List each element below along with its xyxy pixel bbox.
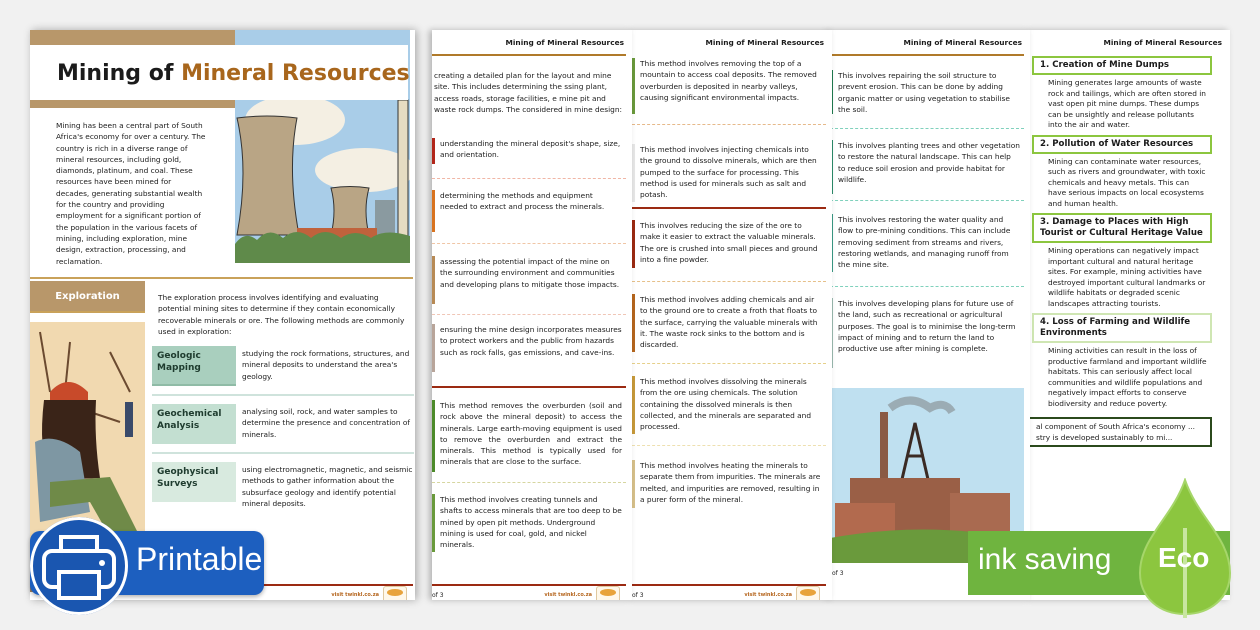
method-desc: analysing soil, rock, and water samples to determine the presence and concentration of minerals. [242, 407, 410, 439]
ink-saving-label: ink saving [978, 543, 1112, 576]
printable-label: Printable [136, 541, 263, 577]
page-4 [830, 30, 1030, 600]
impact-text: Mining generates large amounts of waste rock and tailings, which are often stored in vast open pit mine dumps. These dumps can be unsightly and release pollutants into the air and water. [1048, 78, 1206, 129]
footer-url: visit twinkl.co.za [331, 592, 379, 598]
impact-title: 1. Creation of Mine Dumps [1032, 56, 1212, 75]
page-1 [30, 30, 415, 600]
design-item: assessing the potential impact of the mine on the surrounding environment and communities and developing plans to mitigate those impacts. [440, 257, 620, 289]
extraction-text: This method involves injecting chemicals into the ground to dissolve minerals, which are then pumped to the surface for processing. This method is used for minerals such as salt and potash. [640, 145, 817, 200]
processing-text: This method involves heating the minerals to separate them from impurities. The minerals are melted, and impurities are removed, resulting in a purer form of the mineral. [640, 461, 821, 504]
page-header: Mining of Mineral Resources [903, 38, 1022, 47]
page-number: of 3 [632, 592, 644, 599]
design-item: determining the methods and equipment needed to extract and process the minerals. [440, 191, 605, 212]
design-item: ensuring the mine design incorporates measures to protect workers and the public from hazards such as rock falls, gas emissions, and cave-ins. [440, 325, 622, 357]
processing-text: This method involves dissolving the minerals from the ore using chemicals. The solution containing the dissolved minerals is then collected, and the minerals are separated and processed. [640, 377, 812, 432]
reclamation-text: This involves restoring the water quality and flow to pre-mining conditions. This can include removing sediment from streams and rivers, restoring wetlands, and managing runoff from the mine site. [838, 215, 1011, 270]
intro-text: Mining has been a central part of South Africa's economy for over a century. The country is rich in a diverse range of mineral resources, including gold, diamonds, platinum, and coal. These resources have been mined for decades, generating substantial wealth for the country and providing employment for a significant portion of the population in the various facets of mining, including exploration, mine design, extraction, processing, and reclamation. [56, 121, 206, 266]
conclusion-box: al component of South Africa's economy ... stry is developed sustainably to mi... [1030, 417, 1212, 447]
impact-title: 4. Loss of Farming and Wildlife Environments [1032, 313, 1212, 343]
page-header: Mining of Mineral Resources [1103, 38, 1222, 47]
impact-text: Mining activities can result in the loss of productive farmland and important wildlife habitats. This can seriously affect local communities and wildlife populations and negatively impact efforts to conserve biodiversity and reduce poverty. [1048, 346, 1207, 408]
mine-design-intro: creating a detailed plan for the layout and mine site. This includes determining the ssing plant, access roads, storage facilities, e mine pit and waste rock dumps. The considered in mine design: [434, 71, 623, 114]
exploration-text: The exploration process involves identifying and evaluating potential mining sites to determine if they contain economically recoverable minerals or ore. The following methods are commonly used in exploration: [158, 293, 405, 336]
footer-url: visit twinkl.co.za [544, 592, 592, 598]
page-3 [632, 30, 832, 600]
page-2 [432, 30, 632, 600]
page-header: Mining of Mineral Resources [505, 38, 624, 47]
design-item: understanding the mineral deposit's shape, size, and orientation. [440, 139, 621, 160]
processing-text: This involves reducing the size of the ore to make it easier to extract the valuable minerals. The ore is crushed into small pieces and ground into a fine powder. [640, 221, 818, 264]
twinkl-logo [796, 586, 820, 600]
eco-label: Eco [1158, 542, 1210, 573]
page-header: Mining of Mineral Resources [705, 38, 824, 47]
impact-text: Mining operations can negatively impact important cultural and natural heritage sites. For example, mining activities have destroyed important cultural landmarks or wildlife habitats or degraded scenic landscapes attracting tourists. [1048, 246, 1206, 308]
title-part-2: Mineral Resources [181, 61, 410, 86]
twinkl-logo [383, 586, 407, 600]
impact-title: 3. Damage to Places with High Tourist or Cultural Heritage Value [1032, 213, 1212, 243]
underground-text: This method involves creating tunnels and shafts to access minerals that are too deep to be mined by open pit methods. Underground mining is used for coal, gold, and nickel minerals. [440, 495, 622, 550]
method-desc: using electromagnetic, magnetic, and seismic methods to gather information about the subsurface geology and identify potential mineral deposits. [242, 465, 413, 508]
impact-text: Mining can contaminate water resources, such as rivers and groundwater, with toxic chemicals and heavy metals. This can have serious impacts on local ecosystems and human health. [1048, 156, 1206, 208]
reclamation-text: This involves planting trees and other vegetation to restore the natural landscape. This can help to reduce soil erosion and provide habitat for wildlife. [838, 141, 1020, 184]
method-geochemical-analysis: Geochemical Analysis [152, 404, 236, 444]
page-number: of 3 [832, 570, 844, 577]
open-pit-text: This method removes the overburden (soil and rock above the mineral deposit) to access the minerals. Large earth-moving equipment is used to remove the overburden and extract the minerals. This method is typically used for minerals that are close to the surface. [440, 401, 622, 467]
printer-icon [30, 517, 128, 615]
page-number: of 3 [432, 592, 444, 599]
page-title [40, 45, 408, 100]
method-desc: studying the rock formations, structures, and mineral deposits to understand the area's geology. [242, 349, 410, 381]
title-part-1: Mining of [57, 61, 174, 86]
reclamation-text: This involves repairing the soil structure to prevent erosion. This can be done by adding organic matter or using vegetation to stabilise the soil. [838, 71, 1010, 114]
extraction-text: This method involves removing the top of a mountain to access coal deposits. The removed overburden is deposited in nearby valleys, causing significant environmental impacts. [640, 59, 817, 102]
method-geologic-mapping: Geologic Mapping [152, 346, 236, 386]
exploration-heading: Exploration [30, 281, 145, 313]
twinkl-logo [596, 586, 620, 600]
impact-title: 2. Pollution of Water Resources [1032, 135, 1212, 154]
processing-text: This method involves adding chemicals and air to the ground ore to create a froth that floats to the surface, carrying the valuable minerals with it. The waste rock sinks to the bottom and is discarded. [640, 295, 818, 350]
method-geophysical-surveys: Geophysical Surveys [152, 462, 236, 502]
footer-url: visit twinkl.co.za [744, 592, 792, 598]
reclamation-text: This involves developing plans for future use of the land, such as recreational or agricultural purposes. The goal is to minimise the long-term impact of mining and to return the land to productive use after mining is complete. [838, 299, 1016, 354]
